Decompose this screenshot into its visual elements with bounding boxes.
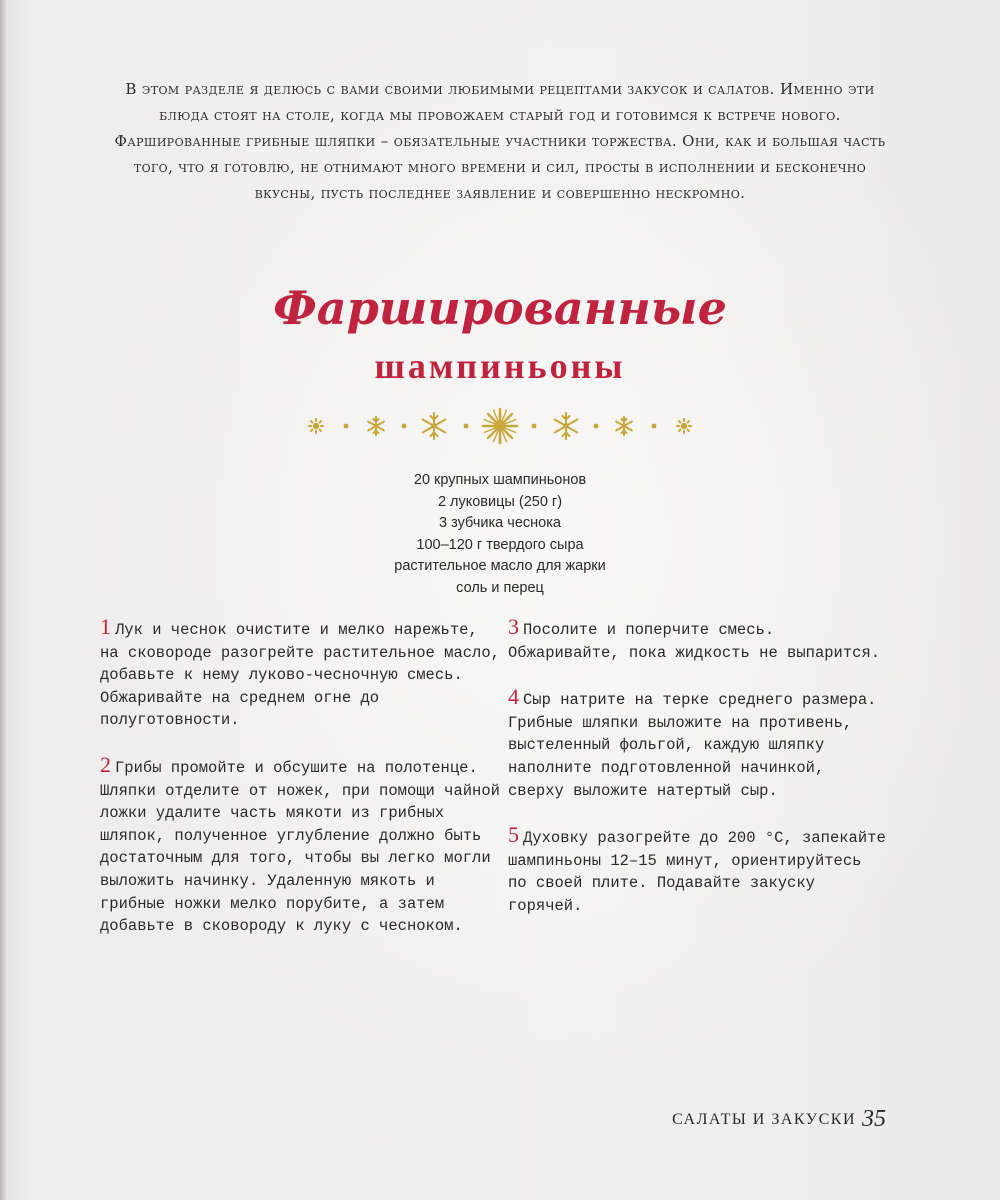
recipe-step <box>508 686 888 802</box>
step-number: 3 <box>508 614 519 639</box>
step-number: 4 <box>508 684 519 710</box>
snowflake-ornament-divider <box>300 402 700 450</box>
ingredient-item: 20 крупных шампиньонов <box>413 472 587 488</box>
step-number: 5 <box>508 822 519 848</box>
ingredient-item: 2 луковицы (250 г) <box>437 493 563 510</box>
step-text: Сыр натрите на терке среднего размера. Грибные шляпки выложите на противень, выстеленный фольгой, каждую шляпку наполните подготовленной начинкой, сверху выложите натертый сыр. <box>508 691 877 800</box>
ingredients-list <box>300 470 700 599</box>
dot-icon <box>402 424 407 429</box>
snowflake-small-icon <box>368 417 384 435</box>
steps-column-right <box>508 616 888 940</box>
steps-column-left <box>100 616 500 960</box>
recipe-title-caps: шампиньоны <box>374 346 626 386</box>
step-number: 2 <box>100 751 111 777</box>
intro-paragraph: В этом разделе я делюсь с вами своими любимыми рецептами закусок и салатов. Именно эти блюда стоят на столе, когда мы провожаем старый год и готовимся к встрече нового. Фаршированные грибные шляпки – обязательные участники торжества. Они, как и большая часть того, что я готовлю, не отнимают много времени и сил, просты в исполнении и бесконечно вкусны, пусть последнее заявление и совершенно нескромно. <box>114 80 886 202</box>
page-number: 35 <box>862 1106 886 1132</box>
ingredient-item: 100–120 г твердого сыра <box>416 536 584 553</box>
small-sun-icon <box>677 419 691 433</box>
step-text: Грибы промойте и обсушите на полотенце. Шляпки отделите от ножек, при помощи чайной ложки удалите часть мякоти из грибных шляпок, полученное углубление должно быть достаточным для того, чтобы вы легко могли выложить начинку. Удаленную мякоть и грибные ножки мелко порубите, а затем добавьте в сковороду к луку с чесноком. <box>100 758 500 936</box>
dot-icon <box>464 424 469 429</box>
center-star-icon <box>483 409 517 443</box>
snowflake-small-icon <box>616 417 632 435</box>
ingredient-item: растительное масло для жарки <box>394 558 606 574</box>
small-sun-icon <box>309 419 323 433</box>
recipe-step <box>508 616 888 664</box>
recipe-step <box>508 824 888 917</box>
page-footer <box>672 1106 886 1133</box>
dot-icon <box>532 424 537 429</box>
snowflake-medium-icon <box>423 413 446 439</box>
ingredient-item: 3 зубчика чеснока <box>439 515 561 531</box>
step-number: 1 <box>100 614 111 639</box>
page-binding-edge <box>0 0 6 1200</box>
snowflake-medium-icon <box>555 413 578 439</box>
ingredient-item: соль и перец <box>456 579 544 596</box>
step-text: Лук и чеснок очистите и мелко нарежьте, на сковороде разогрейте растительное масло, добавьте к нему луково-чесночную смесь. Обжаривайте на среднем огне до полуготовности. <box>100 621 500 730</box>
step-text: Посолите и поперчите смесь. Обжаривайте, пока жидкость не выпарится. <box>508 621 881 662</box>
recipe-step <box>100 751 500 938</box>
recipe-title-script: Фаршированные <box>273 281 727 335</box>
step-text: Духовку разогрейте до 200 °С, запекайте шампиньоны 12–15 минут, ориентируйтесь по своей плите. Подавайте закуску горячей. <box>508 829 886 915</box>
recipe-step <box>100 616 500 732</box>
dot-icon <box>652 424 657 429</box>
dot-icon <box>594 424 599 429</box>
dot-icon <box>344 424 349 429</box>
footer-section-title: САЛАТЫ И ЗАКУСКИ <box>672 1111 856 1128</box>
